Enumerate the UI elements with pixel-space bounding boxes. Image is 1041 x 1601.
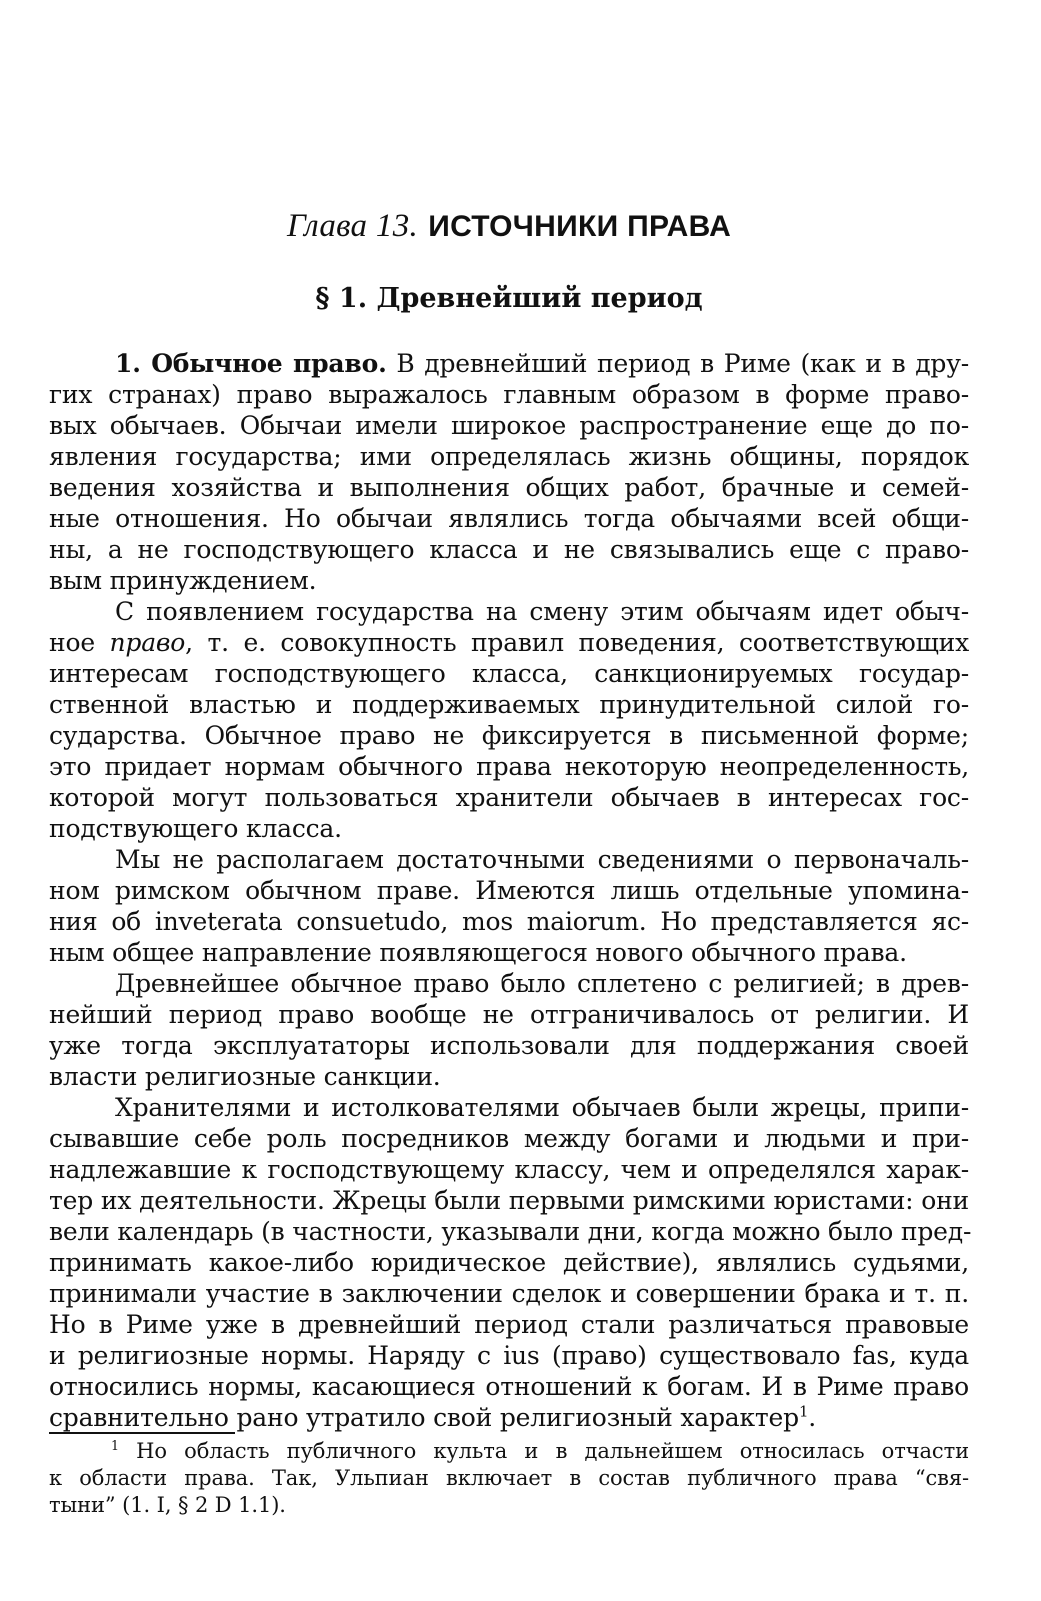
- footnote-ref[interactable]: 1: [798, 1402, 809, 1421]
- body-line: подствующего класса.: [49, 814, 342, 843]
- body-line: вых обычаев. Обычаи имели широкое распространение еще до по-: [49, 411, 969, 440]
- body-line: 1. Обычное право. В древнейший период в Риме (как и в дру-: [115, 349, 969, 378]
- body-line: и религиозные нормы. Наряду с ius (право) существовало fas, куда: [49, 1341, 969, 1370]
- body-line: ведения хозяйства и выполнения общих работ, брачные и семей-: [49, 473, 969, 502]
- body-line: ном римском обычном праве. Имеются лишь отдельные упомина-: [49, 876, 969, 905]
- body-line: вым принуждением.: [49, 566, 317, 595]
- body-line: ния об inveterata consuetudo, mos maiorum. Но представляется яс-: [49, 907, 969, 936]
- body-line: ны, а не господствующего класса и не связывались еще с право-: [49, 535, 969, 564]
- footnote-line: к области права. Так, Ульпиан включает в состав публичного права “свя-: [49, 1466, 969, 1490]
- body-line: ные отношения. Но обычаи являлись тогда обычаями всей общи-: [49, 504, 969, 533]
- body-line: уже тогда эксплуататоры использовали для поддержания своей: [49, 1031, 969, 1060]
- body-line: сравнительно рано утратило свой религиозный характер$^1$.: [49, 1402, 817, 1432]
- body-line: Хранителями и истолкователями обычаев были жрецы, припи-: [115, 1093, 969, 1122]
- body-line: явления государства; ими определялась жизнь общины, порядок: [49, 442, 969, 471]
- body-line: Мы не располагаем достаточными сведениями о первоначаль-: [115, 845, 969, 874]
- body-line: гих странах) право выражалось главным образом в форме право-: [49, 380, 969, 409]
- body-line: ное право, т. е. совокупность правил поведения, соответствующих: [49, 628, 969, 657]
- chapter-title: ИСТОЧНИКИ ПРАВА: [428, 210, 732, 243]
- body-line: принимать какое-либо юридическое действие), являлись судьями,: [49, 1248, 969, 1277]
- footnote: [49, 1438, 969, 1519]
- body-line: нейший период право вообще не отграничивалось от религии. И: [49, 1000, 969, 1029]
- footnote-separator: [49, 1432, 235, 1434]
- chapter-label: Глава 13.: [286, 208, 419, 244]
- body-line: интересам господствующего класса, санкционируемых государ-: [49, 659, 969, 688]
- body-line: вели календарь (в частности, указывали дни, когда можно было пред-: [49, 1217, 972, 1246]
- body-line: надлежавшие к господствующему классу, чем и определялся харак-: [49, 1155, 969, 1184]
- body-line: власти религиозные санкции.: [49, 1062, 441, 1091]
- body-line: ственной властью и поддерживаемых принудительной силой го-: [49, 690, 969, 719]
- body-line: ным общее направление появляющегося нового обычного права.: [49, 938, 907, 967]
- paragraph-lead: 1. Обычное право.: [115, 349, 387, 378]
- section-heading: § 1. Древнейший период: [315, 283, 703, 314]
- body-line: сывавшие себе роль посредников между богами и людьми и при-: [49, 1124, 969, 1153]
- footnote-line: $^1$ Но область публичного культа и в дальнейшем относилась отчасти: [111, 1438, 969, 1463]
- body-text: [49, 348, 972, 1433]
- emphasis-term: право: [109, 628, 186, 657]
- chapter-heading: [49, 208, 969, 245]
- body-line: относились нормы, касающиеся отношений к богам. И в Риме право: [49, 1372, 969, 1401]
- footnote-line: тыни” (1. I, § 2 D 1.1).: [49, 1493, 286, 1517]
- footnote-marker: 1: [111, 1438, 119, 1453]
- body-line: сударства. Обычное право не фиксируется в письменной форме;: [49, 721, 969, 750]
- body-line: С появлением государства на смену этим обычаям идет обыч-: [115, 597, 969, 626]
- body-line: тер их деятельности. Жрецы были первыми римскими юристами: они: [49, 1186, 969, 1215]
- body-line: Древнейшее обычное право было сплетено с религией; в древ-: [115, 969, 969, 998]
- body-line: принимали участие в заключении сделок и совершении брака и т. п.: [49, 1279, 969, 1308]
- body-line: это придает нормам обычного права некоторую неопределенность,: [49, 752, 969, 781]
- body-line: Но в Риме уже в древнейший период стали различаться правовые: [49, 1310, 969, 1339]
- body-line: которой могут пользоваться хранители обычаев в интересах гос-: [49, 783, 969, 812]
